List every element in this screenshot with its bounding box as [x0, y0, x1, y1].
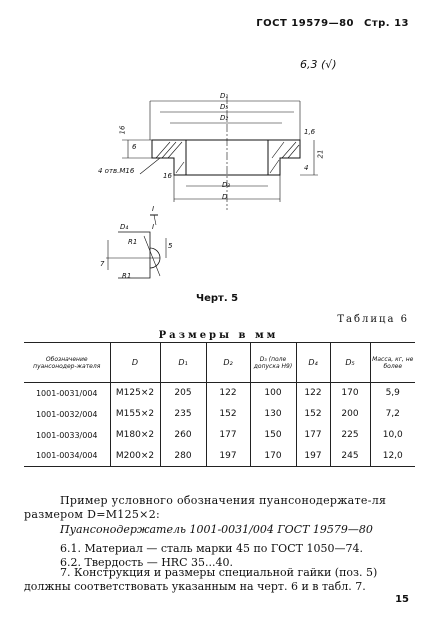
cell: 205: [160, 383, 206, 404]
cell: 7,2: [370, 404, 415, 425]
table-title: Размеры в мм: [158, 330, 279, 341]
table-label: Таблица 6: [337, 314, 409, 325]
cell: 280: [160, 446, 206, 467]
cell: 1001-0034/004: [24, 446, 110, 467]
cell: 130: [250, 404, 296, 425]
dim-v5: 5: [168, 242, 173, 250]
cell: 170: [330, 383, 370, 404]
col-d1: D₁: [160, 343, 206, 383]
cell: M200×2: [110, 446, 160, 467]
cell: 152: [206, 404, 250, 425]
dim-h4: 4: [304, 164, 309, 172]
dim-d1: D₁: [220, 92, 229, 100]
section-mark-top: I: [152, 205, 155, 213]
col-d: D: [110, 343, 160, 383]
standard-number: ГОСТ 19579—80: [256, 18, 355, 29]
example-designation: Пуансонодержатель 1001-0031/004 ГОСТ 19579—80: [60, 523, 373, 536]
cell: 225: [330, 425, 370, 446]
table-row: [24, 425, 415, 446]
cell: 1001-0033/004: [35, 430, 98, 440]
drawing-caption: Черт. 5: [196, 293, 239, 304]
table-row: [24, 404, 415, 425]
table-header-row: [24, 343, 415, 383]
cell: 200: [330, 404, 370, 425]
item-construction: 7. Конструкция и размеры специальной гайки (поз. 5) должны соответствовать указанным на черт. 6 и в табл. 7.: [24, 566, 378, 593]
cell: 100: [250, 383, 296, 404]
cell: 122: [206, 383, 250, 404]
cell: 197: [296, 446, 330, 467]
dim-h6: 6: [132, 143, 137, 151]
dimensions-table: [24, 342, 415, 467]
cell: 1001-0031/004: [35, 388, 98, 398]
dim-d2: D₂: [220, 114, 229, 122]
radius-r1-bottom: R1: [122, 272, 132, 280]
dim-v7: 7: [100, 260, 105, 268]
cell: 122: [296, 383, 330, 404]
table-row: [24, 383, 415, 404]
cell: 12,0: [370, 446, 415, 467]
col-mass: Масса, кг, не более: [370, 343, 415, 383]
dim-d5: D₅: [220, 103, 229, 111]
cell: 5,9: [370, 383, 415, 404]
section-mark-side: I: [152, 223, 155, 231]
cell: 197: [206, 446, 250, 467]
cell: 260: [160, 425, 206, 446]
cell: M180×2: [110, 425, 160, 446]
part-outline: [152, 140, 300, 175]
cell: 150: [250, 425, 296, 446]
item-material: 6.1. Материал — сталь марки 45 по ГОСТ 1050—74.: [60, 542, 363, 555]
page-number: 15: [395, 594, 409, 605]
cell: M125×2: [110, 383, 160, 404]
thread-label: 4 отв.М16: [98, 167, 135, 175]
dim-d: D: [222, 193, 228, 201]
item-hardness: 6.2. Твердость — HRC 35...40.: [60, 556, 233, 569]
cell: 1001-0032/004: [35, 409, 98, 419]
col-d2: D₂: [206, 343, 250, 383]
col-designation: Обозначение пуансонодер-жателя: [24, 343, 110, 383]
cell: 245: [330, 446, 370, 467]
dim-h16: 16: [118, 125, 127, 135]
dim-d4: D₄: [120, 223, 129, 231]
cell: 10,0: [370, 425, 415, 446]
col-d5: D₅: [330, 343, 370, 383]
chamfer-label: 1,6: [304, 128, 316, 136]
dim-h21: 21: [316, 149, 325, 159]
table-row: [24, 446, 415, 467]
cell: 152: [296, 404, 330, 425]
cell: 235: [160, 404, 206, 425]
cell: M155×2: [110, 404, 160, 425]
page-label: Стр. 13: [364, 18, 409, 29]
technical-drawing: [0, 0, 437, 310]
dim-d3: D₃: [222, 181, 231, 189]
surface-roughness-mark: 6,3 (√): [300, 58, 337, 71]
dim-h16b: 16: [163, 172, 172, 180]
col-d3: D₃ (поле допуска H9): [250, 343, 296, 383]
example-intro: Пример условного обозначения пуансонодержате-ля размером D=M125×2:: [24, 494, 387, 521]
col-d4: D₄: [296, 343, 330, 383]
cell: 177: [206, 425, 250, 446]
radius-r1-top: R1: [128, 238, 138, 246]
cell: 177: [296, 425, 330, 446]
cell: 170: [250, 446, 296, 467]
